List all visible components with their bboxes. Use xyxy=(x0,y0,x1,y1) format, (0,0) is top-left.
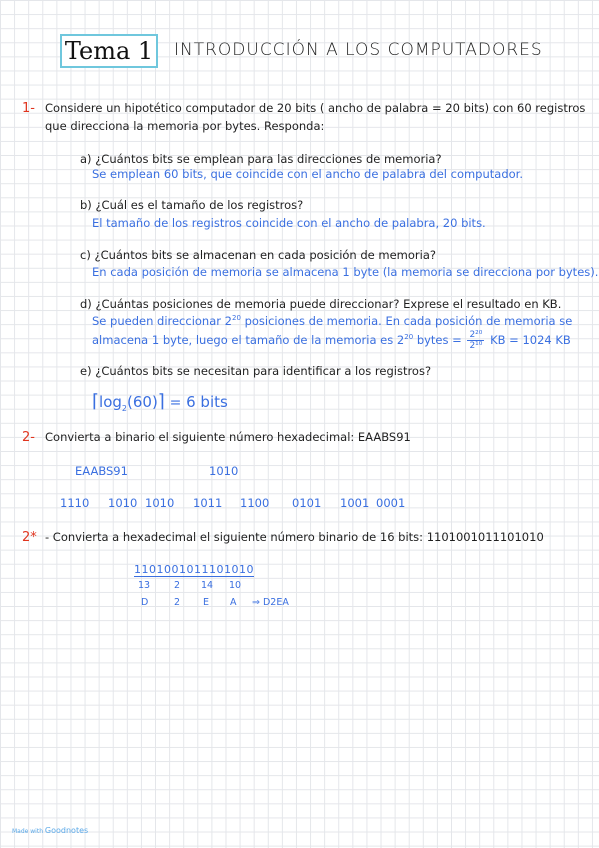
group-value: 2 xyxy=(174,580,181,591)
group-value: 13 xyxy=(138,580,151,591)
question-3-text: - Convierta a hexadecimal el siguiente número binario de 16 bits: 1101001011101010 xyxy=(45,530,544,544)
made-with-label: Made with xyxy=(12,828,43,835)
binary-nibble: 1010 xyxy=(145,496,175,510)
question-1-number: 1- xyxy=(22,101,35,116)
question-1-line-1: Considere un hipotético computador de 20 bits ( ancho de palabra = 20 bits) con 60 registros xyxy=(45,101,586,115)
answer-1c: En cada posición de memoria se almacena 1 byte (la memoria se direcciona por bytes). xyxy=(92,265,599,279)
answer-1d-line-1 xyxy=(92,314,572,328)
binary-nibble: 0101 xyxy=(292,496,322,510)
answer-1a: Se emplean 60 bits, que coincide con el ancho de palabra del computador. xyxy=(92,167,523,181)
hex-digit: A xyxy=(230,597,237,608)
question-1b: b) ¿Cuál es el tamaño de los registros? xyxy=(80,198,304,212)
page-title: Tema 1 xyxy=(60,34,158,68)
power-exponent: 20 xyxy=(231,314,241,323)
binary-group: 1101 xyxy=(134,563,164,576)
binary-group: 1110 xyxy=(194,563,224,576)
ceil-right-bracket: ⌉ xyxy=(157,391,165,412)
power-exponent: 20 xyxy=(404,333,414,342)
question-2-number: 2- xyxy=(22,430,35,445)
answer-1d-line-1-post: posiciones de memoria. En cada posición de memoria se xyxy=(244,314,573,328)
question-1c: c) ¿Cuántos bits se almacenan en cada posición de memoria? xyxy=(80,248,436,262)
hex-input: EAABS91 xyxy=(75,464,128,478)
answer-1d-line-2-mid: bytes = xyxy=(416,333,462,347)
binary-group: 0010 xyxy=(164,563,194,576)
binary-nibble: 1100 xyxy=(240,496,270,510)
question-3-number: 2* xyxy=(22,530,37,545)
question-1d: d) ¿Cuántas posiciones de memoria puede direccionar? Exprese el resultado en KB. xyxy=(80,297,562,311)
answer-1d-line-1-pre: Se pueden direccionar 2 xyxy=(92,314,232,328)
answer-1d-line-2-post: KB = 1024 KB xyxy=(490,333,571,347)
binary-group: 1010 xyxy=(224,563,254,576)
log-base: 2 xyxy=(121,404,127,413)
group-value: 14 xyxy=(201,580,214,591)
hex-digit: D xyxy=(141,597,149,608)
brand-label: Goodnotes xyxy=(44,826,89,835)
equals-sign: = xyxy=(169,395,182,411)
binary-groups xyxy=(134,563,254,576)
hex-result: ⇒ D2EA xyxy=(252,597,289,608)
log-function: log xyxy=(99,393,122,411)
fraction-numerator: 2²⁰ xyxy=(469,330,483,340)
binary-nibble: 1011 xyxy=(193,496,223,510)
answer-1d-line-2 xyxy=(92,330,571,351)
fraction xyxy=(467,330,484,351)
binary-nibble: 1110 xyxy=(60,496,90,510)
hex-digit: E xyxy=(203,597,210,608)
answer-1e-result: 6 bits xyxy=(186,393,228,411)
answer-1e-formula xyxy=(92,391,228,413)
answer-1d-line-2-pre: almacena 1 byte, luego el tamaño de la memoria es 2 xyxy=(92,333,405,347)
side-note: 1010 xyxy=(209,464,239,478)
hex-digit: 2 xyxy=(174,597,181,608)
binary-nibble: 1010 xyxy=(108,496,138,510)
question-2-text: Convierta a binario el siguiente número hexadecimal: EAABS91 xyxy=(45,430,411,444)
log-argument: (60) xyxy=(127,393,158,411)
binary-nibble: 1001 xyxy=(340,496,370,510)
question-1-line-2: que direcciona la memoria por bytes. Responda: xyxy=(45,119,325,133)
question-1a: a) ¿Cuántos bits se emplean para las direcciones de memoria? xyxy=(80,152,442,166)
fraction-denominator: 2¹⁰ xyxy=(469,341,483,351)
ceil-left-bracket: ⌈ xyxy=(92,391,100,412)
goodnotes-watermark xyxy=(12,826,88,835)
question-1e: e) ¿Cuántos bits se necesitan para identificar a los registros? xyxy=(80,364,432,378)
answer-1b: El tamaño de los registros coincide con el ancho de palabra, 20 bits. xyxy=(92,216,486,230)
binary-nibble: 0001 xyxy=(376,496,406,510)
page-subtitle: INTRODUCCIÓN A LOS COMPUTADORES xyxy=(174,40,543,60)
group-value: 10 xyxy=(229,580,242,591)
